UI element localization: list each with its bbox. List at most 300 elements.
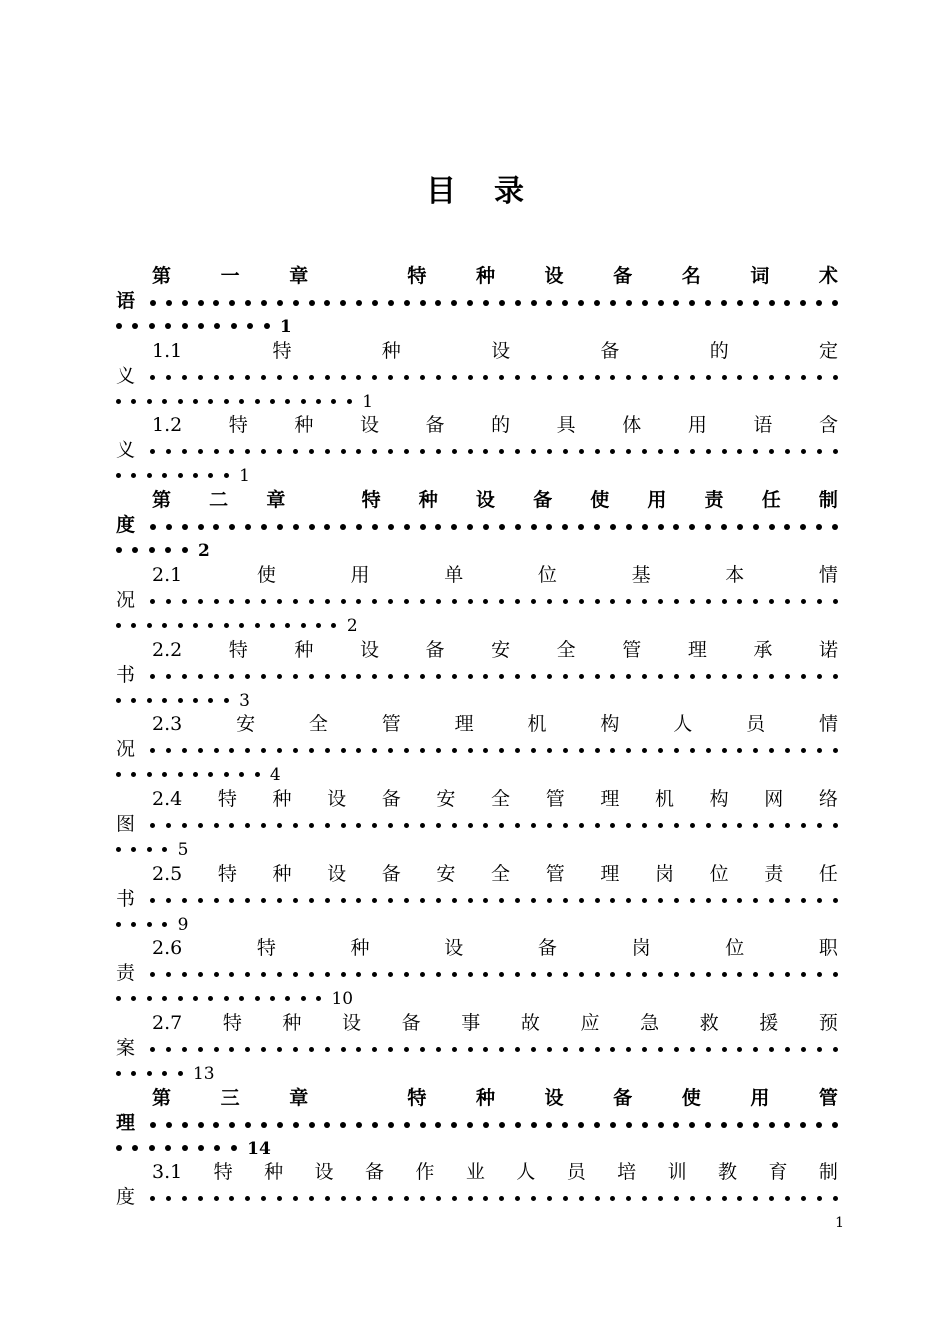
- leader-dot: [721, 1122, 727, 1128]
- toc-entry-leader-line: [116, 1184, 838, 1210]
- leader-dot: [563, 1047, 568, 1052]
- toc-entry-heading: [116, 638, 838, 662]
- toc-entry-word: 职: [818, 937, 838, 960]
- leader-dot: [147, 772, 152, 777]
- leader-dot: [658, 1047, 663, 1052]
- leader-dot: [769, 375, 774, 380]
- leader-dot: [325, 674, 330, 679]
- leader-dot: [610, 674, 615, 679]
- toc-entry-word: 特: [256, 937, 276, 960]
- leader-dot: [690, 823, 695, 828]
- leader-dot: [737, 898, 742, 903]
- toc-entry-word: 设: [475, 489, 495, 512]
- leader-dot: [547, 748, 552, 753]
- toc-entry-page-line: [116, 1136, 838, 1160]
- toc-entry-heading: [116, 563, 838, 587]
- leader-dot: [277, 1196, 282, 1201]
- toc-entry-word: 岗: [631, 937, 651, 960]
- leader-dot: [769, 1122, 775, 1128]
- leader-dot: [833, 599, 838, 604]
- leader-dot: [785, 449, 790, 454]
- leader-dot: [324, 524, 330, 530]
- toc-entry[interactable]: [116, 1086, 838, 1160]
- leader-dot: [722, 1047, 727, 1052]
- leader-dot: [705, 1122, 711, 1128]
- leader-dot: [372, 524, 378, 530]
- leader-dot: [706, 674, 711, 679]
- leader-dot: [277, 674, 282, 679]
- leader-dot: [420, 1122, 426, 1128]
- leader-dot: [706, 898, 711, 903]
- leader-dot: [309, 898, 314, 903]
- toc-entry-word: 含: [818, 414, 838, 437]
- leader-dot: [690, 449, 695, 454]
- leader-dot: [546, 524, 552, 530]
- leader-dot: [420, 972, 425, 977]
- toc-entry[interactable]: [116, 563, 838, 637]
- leader-dot: [214, 898, 219, 903]
- toc-entry-last-char: 理: [116, 1111, 136, 1134]
- leader-dot: [515, 674, 520, 679]
- leader-dot: [801, 1047, 806, 1052]
- toc-entry[interactable]: [116, 488, 838, 562]
- leader-dot: [261, 300, 267, 306]
- leader-dot: [801, 1196, 806, 1201]
- leader-dot: [325, 823, 330, 828]
- toc-entry[interactable]: [116, 638, 838, 712]
- toc-entry-word: 位: [725, 937, 745, 960]
- leader-dot: [245, 1047, 250, 1052]
- toc-entry-leader-line: [116, 512, 838, 538]
- leader-dot: [833, 449, 838, 454]
- leader-dot: [214, 323, 220, 329]
- leader-dot: [578, 524, 584, 530]
- leader-dot: [642, 375, 647, 380]
- toc-entry-word: 管: [545, 862, 565, 885]
- toc-entry-word: 管: [818, 1086, 838, 1109]
- leader-dot: [214, 823, 219, 828]
- toc-entry-word: 特: [217, 862, 237, 885]
- toc-entry-word: 术: [818, 265, 838, 287]
- leader-dot: [610, 599, 615, 604]
- toc-entry-last-char: 度: [116, 1186, 136, 1209]
- leader-dot: [261, 748, 266, 753]
- leader-dot: [689, 300, 695, 306]
- leader-dot: [404, 524, 410, 530]
- toc-leader-dots: [150, 1035, 838, 1052]
- leader-dot: [483, 1196, 488, 1201]
- leader-dot: [182, 547, 188, 553]
- leader-dot: [483, 674, 488, 679]
- leader-dot: [642, 449, 647, 454]
- toc-entry-word: 理: [600, 787, 620, 810]
- leader-dot: [563, 1196, 568, 1201]
- leader-dot: [769, 972, 774, 977]
- toc-entry[interactable]: [116, 1011, 838, 1085]
- leader-dot: [309, 375, 314, 380]
- leader-dot: [610, 524, 616, 530]
- toc-entry-heading: [116, 712, 838, 736]
- leader-dot: [293, 898, 298, 903]
- toc-entry-word: 位: [709, 862, 729, 885]
- leader-dot: [579, 1047, 584, 1052]
- leader-dot: [499, 300, 505, 306]
- leader-dot: [817, 599, 822, 604]
- leader-dot: [722, 972, 727, 977]
- leader-dot: [372, 1122, 378, 1128]
- leader-dot: [451, 1122, 457, 1128]
- toc-entry-leader-line: [116, 811, 838, 837]
- leader-dot: [277, 823, 282, 828]
- leader-dot: [404, 898, 409, 903]
- leader-dot: [270, 996, 275, 1001]
- leader-dot: [706, 823, 711, 828]
- leader-dot: [452, 823, 457, 828]
- leader-dot: [531, 300, 537, 306]
- leader-dot: [515, 524, 521, 530]
- leader-dot: [309, 1196, 314, 1201]
- leader-dot: [833, 898, 838, 903]
- leader-dot: [452, 748, 457, 753]
- leader-dot: [499, 823, 504, 828]
- leader-dot: [293, 375, 298, 380]
- leader-dot: [706, 748, 711, 753]
- leader-dot: [372, 972, 377, 977]
- leader-dot: [293, 1122, 299, 1128]
- leader-dot: [229, 674, 234, 679]
- leader-dot: [420, 674, 425, 679]
- leader-dot: [132, 547, 138, 553]
- leader-dot: [753, 375, 758, 380]
- leader-dot: [595, 898, 600, 903]
- toc-entry-word: 训: [667, 1161, 687, 1184]
- leader-dot: [753, 823, 758, 828]
- leader-dot: [769, 823, 774, 828]
- leader-dot: [224, 623, 229, 628]
- leader-dot: [404, 972, 409, 977]
- leader-dot: [563, 898, 568, 903]
- leader-dot: [722, 599, 727, 604]
- leader-dot: [452, 1047, 457, 1052]
- toc-entry-word: 2.4: [152, 787, 183, 810]
- leader-dot: [325, 1047, 330, 1052]
- leader-dot: [309, 449, 314, 454]
- leader-dot: [231, 323, 237, 329]
- leader-dot: [610, 898, 615, 903]
- leader-dot: [245, 823, 250, 828]
- leader-dot: [162, 399, 167, 404]
- leader-dot: [356, 674, 361, 679]
- toc-entry[interactable]: [116, 712, 838, 786]
- leader-dot: [452, 449, 457, 454]
- leader-dot: [531, 375, 536, 380]
- leader-dot: [642, 823, 647, 828]
- toc-entry-word: 特: [361, 489, 381, 512]
- leader-dot: [547, 375, 552, 380]
- leader-dot: [214, 375, 219, 380]
- leader-dot: [372, 823, 377, 828]
- leader-dot: [690, 1047, 695, 1052]
- leader-dot: [270, 399, 275, 404]
- leader-dot: [595, 748, 600, 753]
- toc-page-number: 9: [177, 914, 189, 935]
- leader-dot: [198, 823, 203, 828]
- toc-leader-dots: [150, 662, 838, 679]
- leader-dot: [261, 524, 267, 530]
- toc-entry[interactable]: [116, 862, 838, 936]
- leader-dot: [753, 898, 758, 903]
- leader-dot: [801, 972, 806, 977]
- leader-dot: [147, 1071, 152, 1076]
- leader-dot: [547, 972, 552, 977]
- leader-dot: [193, 772, 198, 777]
- leader-dot: [436, 1047, 441, 1052]
- leader-dot: [547, 1047, 552, 1052]
- toc-entry-word: 救: [699, 1012, 719, 1034]
- leader-dot: [801, 375, 806, 380]
- toc-entry-last-char: 义: [116, 439, 136, 462]
- toc-entry-heading: [116, 413, 838, 437]
- leader-dot: [208, 399, 213, 404]
- leader-dot: [214, 599, 219, 604]
- toc-entry[interactable]: [116, 1160, 838, 1210]
- leader-dot: [468, 1196, 473, 1201]
- toc-leader-dots: [150, 288, 838, 306]
- toc-entry-leader-line: [116, 886, 838, 912]
- leader-dot: [579, 898, 584, 903]
- leader-dot: [515, 300, 521, 306]
- toc-entry-heading: [116, 936, 838, 960]
- toc-entry-word: 备: [425, 414, 445, 437]
- toc-entry-word: 用: [750, 1086, 770, 1109]
- leader-dot: [341, 1196, 346, 1201]
- leader-dot: [753, 972, 758, 977]
- toc-entry-word: 2.2: [152, 638, 183, 661]
- leader-dot: [753, 524, 759, 530]
- leader-dot: [674, 1196, 679, 1201]
- leader-dot: [245, 898, 250, 903]
- leader-dot: [331, 623, 336, 628]
- leader-dot: [277, 375, 282, 380]
- toc-entry-word: 设: [342, 1012, 362, 1034]
- leader-dot: [324, 1122, 330, 1128]
- leader-dot: [420, 524, 426, 530]
- toc-entry-word: 设: [359, 414, 379, 437]
- leader-dot: [166, 748, 171, 753]
- toc-entry-word: 特: [407, 1086, 427, 1109]
- leader-dot: [420, 449, 425, 454]
- leader-dot: [261, 1122, 267, 1128]
- leader-dot: [705, 300, 711, 306]
- leader-dot: [833, 1047, 838, 1052]
- leader-dot: [293, 823, 298, 828]
- toc-entry[interactable]: [116, 787, 838, 861]
- leader-dot: [515, 823, 520, 828]
- leader-dot: [674, 898, 679, 903]
- leader-dot: [769, 748, 774, 753]
- toc-leader-dots: [150, 811, 838, 828]
- leader-dot: [547, 898, 552, 903]
- toc-entry-word: 教: [718, 1161, 738, 1184]
- toc-entry-page-line: [116, 613, 838, 637]
- leader-dot: [737, 674, 742, 679]
- leader-dot: [255, 399, 260, 404]
- leader-dot: [270, 623, 275, 628]
- leader-dot: [737, 300, 743, 306]
- leader-dot: [150, 300, 156, 306]
- leader-dot: [499, 1196, 504, 1201]
- leader-dot: [817, 1196, 822, 1201]
- toc-entry-word: 管: [381, 713, 401, 736]
- leader-dot: [224, 399, 229, 404]
- toc-entry-word: 种: [294, 638, 314, 661]
- toc-entry-word: 使: [256, 563, 276, 586]
- leader-dot: [737, 375, 742, 380]
- leader-dot: [166, 1196, 171, 1201]
- leader-dot: [721, 300, 727, 306]
- leader-dot: [388, 375, 393, 380]
- toc-entry-word: 的: [491, 414, 511, 437]
- toc-title: 目录: [426, 174, 562, 209]
- leader-dot: [722, 823, 727, 828]
- leader-dot: [149, 1145, 155, 1151]
- leader-dot: [626, 524, 632, 530]
- toc-entry-word: 全: [491, 787, 511, 810]
- leader-dot: [166, 449, 171, 454]
- toc-entry-word: 承: [753, 638, 773, 661]
- toc-entry-word: 种: [272, 862, 292, 885]
- leader-dot: [642, 1047, 647, 1052]
- toc-entry-word: 特: [407, 265, 427, 287]
- leader-dot: [198, 524, 204, 530]
- leader-dot: [515, 1122, 521, 1128]
- toc-leader-dots: [150, 437, 838, 454]
- leader-dot: [610, 449, 615, 454]
- leader-dot: [610, 823, 615, 828]
- leader-dot: [420, 898, 425, 903]
- leader-dot: [208, 772, 213, 777]
- leader-dot: [531, 972, 536, 977]
- leader-dot: [515, 748, 520, 753]
- toc-entry-word: 全: [491, 862, 511, 885]
- leader-dot: [166, 1122, 172, 1128]
- leader-dot: [178, 1071, 183, 1076]
- toc-entry-page-line: [116, 762, 838, 786]
- toc-entry-word: 特: [228, 414, 248, 437]
- toc-entry-heading: [116, 862, 838, 886]
- leader-dot: [436, 449, 441, 454]
- leader-dot: [579, 375, 584, 380]
- toc-entry[interactable]: [116, 936, 838, 1010]
- toc-entry-word: 援: [759, 1012, 779, 1034]
- leader-dot: [131, 399, 136, 404]
- toc-entry-page-line: [116, 688, 838, 712]
- leader-dot: [150, 599, 155, 604]
- leader-dot: [150, 972, 155, 977]
- leader-dot: [563, 972, 568, 977]
- leader-dot: [674, 823, 679, 828]
- leader-dot: [131, 1071, 136, 1076]
- leader-dot: [737, 449, 742, 454]
- leader-dot: [245, 449, 250, 454]
- leader-dot: [801, 449, 806, 454]
- toc-entry-word: 2.1: [152, 563, 183, 586]
- leader-dot: [515, 599, 520, 604]
- leader-dot: [277, 449, 282, 454]
- toc-entry-word: 种: [294, 414, 314, 437]
- toc-entry-word: 位: [537, 563, 557, 586]
- leader-dot: [483, 972, 488, 977]
- leader-dot: [658, 375, 663, 380]
- leader-dot: [674, 972, 679, 977]
- leader-dot: [208, 996, 213, 1001]
- leader-dot: [531, 1196, 536, 1201]
- leader-dot: [674, 674, 679, 679]
- leader-dot: [499, 599, 504, 604]
- leader-dot: [610, 1047, 615, 1052]
- leader-dot: [245, 599, 250, 604]
- leader-dot: [690, 375, 695, 380]
- leader-dot: [277, 1122, 283, 1128]
- toc-entry-word: 种: [381, 339, 401, 362]
- toc-entry-word: 第: [152, 265, 172, 287]
- toc-entry[interactable]: [116, 413, 838, 487]
- leader-dot: [800, 300, 806, 306]
- leader-dot: [131, 772, 136, 777]
- leader-dot: [116, 698, 121, 703]
- leader-dot: [162, 698, 167, 703]
- leader-dot: [261, 1047, 266, 1052]
- toc-entry-word: 使: [590, 489, 610, 512]
- leader-dot: [595, 375, 600, 380]
- leader-dot: [261, 898, 266, 903]
- leader-dot: [147, 399, 152, 404]
- leader-dot: [147, 473, 152, 478]
- leader-dot: [229, 599, 234, 604]
- leader-dot: [769, 524, 775, 530]
- leader-dot: [261, 674, 266, 679]
- leader-dot: [261, 972, 266, 977]
- toc-entry-word: 第: [152, 489, 172, 512]
- leader-dot: [435, 300, 441, 306]
- toc-entry[interactable]: [116, 264, 838, 338]
- toc-entry[interactable]: [116, 339, 838, 413]
- leader-dot: [325, 375, 330, 380]
- toc-entry-word: 情: [818, 713, 838, 736]
- leader-dot: [832, 524, 838, 530]
- leader-dot: [277, 524, 283, 530]
- leader-dot: [579, 748, 584, 753]
- leader-dot: [451, 300, 457, 306]
- toc-entry-word: 备: [613, 1086, 633, 1109]
- toc-entry-word: 用: [350, 563, 370, 586]
- leader-dot: [626, 449, 631, 454]
- leader-dot: [116, 473, 121, 478]
- toc-entry-word: 三: [220, 1086, 240, 1109]
- leader-dot: [293, 972, 298, 977]
- leader-dot: [817, 898, 822, 903]
- toc-entry-leader-line: [116, 662, 838, 688]
- leader-dot: [737, 1196, 742, 1201]
- toc-entry-word: 设: [314, 1161, 334, 1184]
- leader-dot: [162, 623, 167, 628]
- leader-dot: [753, 449, 758, 454]
- leader-dot: [579, 972, 584, 977]
- leader-dot: [468, 449, 473, 454]
- leader-dot: [579, 674, 584, 679]
- leader-dot: [347, 399, 352, 404]
- leader-dot: [515, 1196, 520, 1201]
